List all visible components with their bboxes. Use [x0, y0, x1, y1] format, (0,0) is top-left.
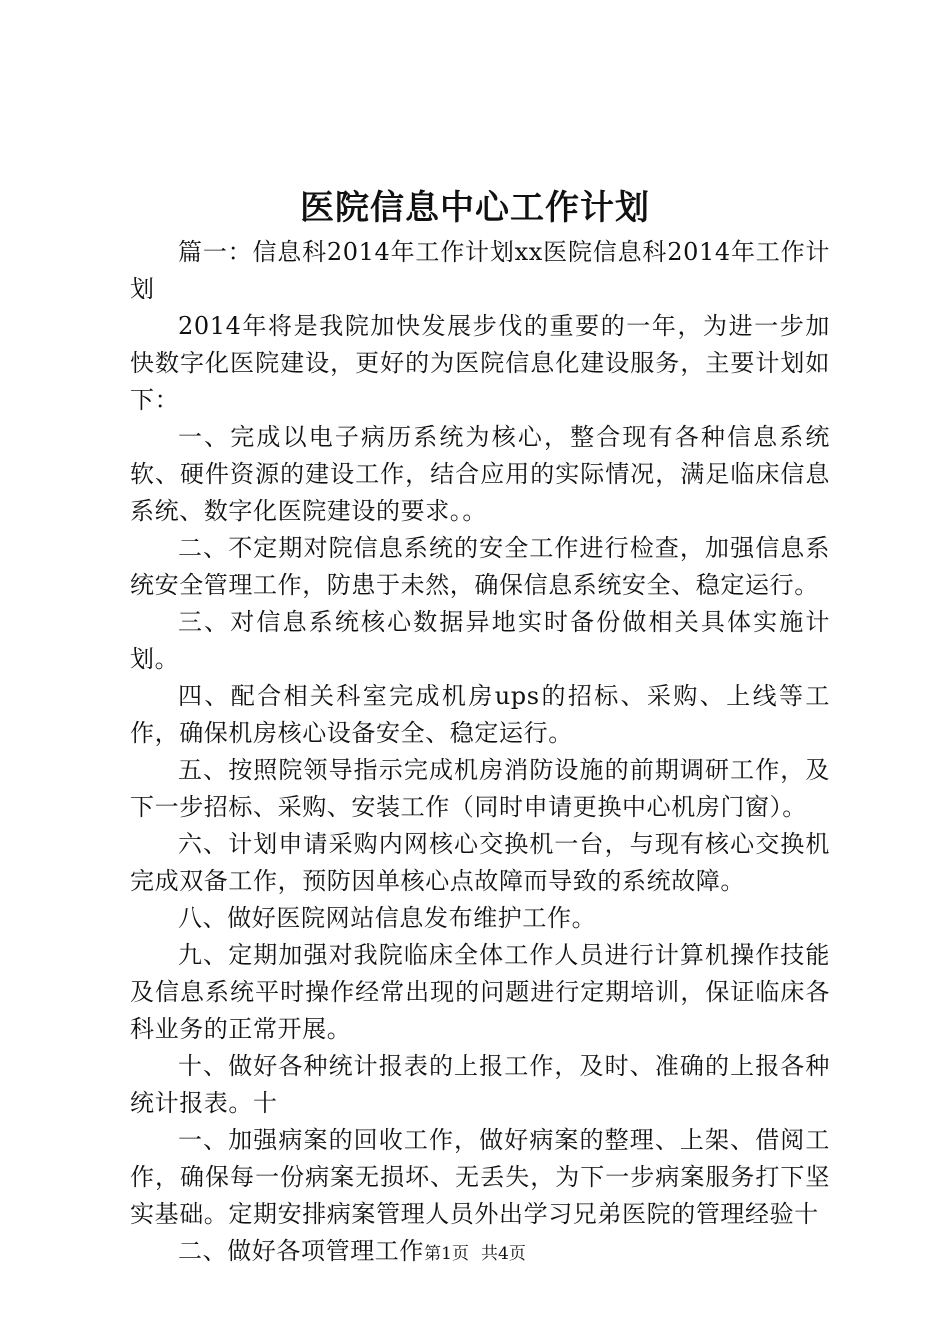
paragraph-7: 五、按照院领导指示完成机房消防设施的前期调研工作，及下一步招标、采购、安装工作（同时申请更换中心机房门窗）。 [130, 756, 830, 821]
paragraph-13: 二、做好各项管理工作 [178, 1237, 424, 1265]
paragraph-5: 三、对信息系统核心数据异地实时备份做相关具体实施计划。 [130, 608, 830, 673]
paragraph-1: 篇一：信息科2014年工作计划xx医院信息科2014年工作计划 [130, 238, 830, 303]
paragraph-2: 2014年将是我院加快发展步伐的重要的一年，为进一步加快数字化医院建设，更好的为医院信息化建设服务，主要计划如下： [130, 312, 830, 414]
paragraph-8: 六、计划申请采购内网核心交换机一台，与现有核心交换机完成双备工作，预防因单核心点故障而导致的系统故障。 [130, 830, 830, 895]
page-number: 第1页 [424, 1244, 469, 1264]
paragraph-4: 二、不定期对院信息系统的安全工作进行检查，加强信息系统安全管理工作，防患于未然，确保信息系统安全、稳定运行。 [130, 534, 830, 599]
page-total: 共4页 [481, 1244, 526, 1264]
paragraph-10: 九、定期加强对我院临床全体工作人员进行计算机操作技能及信息系统平时操作经常出现的问题进行定期培训，保证临床各科业务的正常开展。 [130, 941, 830, 1043]
paragraph-6: 四、配合相关科室完成机房ups的招标、采购、上线等工作，确保机房核心设备安全、稳定运行。 [130, 682, 830, 747]
paragraph-9: 八、做好医院网站信息发布维护工作。 [178, 904, 597, 932]
document-body [130, 234, 830, 1270]
page-footer [0, 1242, 950, 1266]
paragraph-11: 十、做好各种统计报表的上报工作，及时、准确的上报各种统计报表。十 [130, 1052, 830, 1117]
paragraph-3: 一、完成以电子病历系统为核心，整合现有各种信息系统软、硬件资源的建设工作，结合应用的实际情况，满足临床信息系统、数字化医院建设的要求。。 [130, 423, 830, 525]
document-title: 医院信息中心工作计划 [300, 188, 650, 228]
paragraph-12: 一、加强病案的回收工作，做好病案的整理、上架、借阅工作，确保每一份病案无损坏、无丢失，为下一步病案服务打下坚实基础。定期安排病案管理人员外出学习兄弟医院的管理经验十 [130, 1126, 830, 1228]
